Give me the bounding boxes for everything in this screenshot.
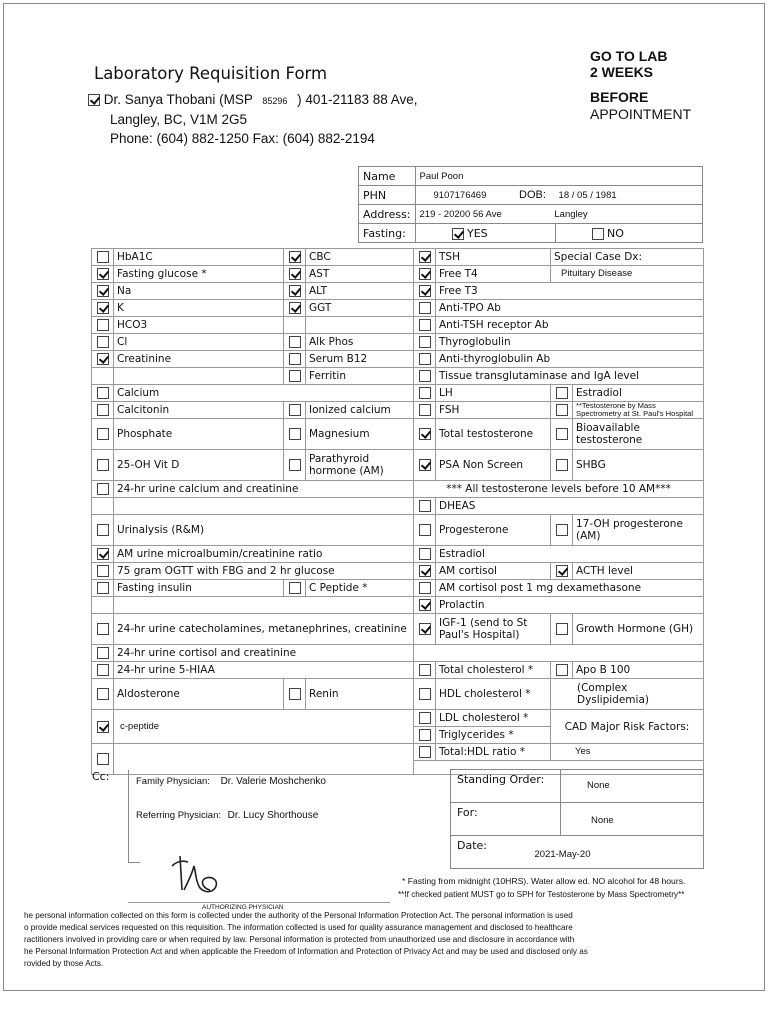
asterisk: *: [362, 582, 368, 594]
spt-footnote: **If checked patient MUST go to SPH for Testosterone by Mass Spectrometry**: [398, 890, 685, 899]
cad-risk-value[interactable]: Yes: [551, 744, 704, 761]
fasting-insulin-label: Fasting insulin: [114, 580, 284, 597]
catecholamines-checkbox[interactable]: [97, 623, 109, 635]
prolactin-checkbox[interactable]: [419, 599, 431, 611]
apob-checkbox[interactable]: [556, 664, 568, 676]
b12-label: Serum B12: [306, 351, 414, 368]
acth-label: ACTH level: [573, 563, 704, 580]
anti-tsh-checkbox[interactable]: [419, 319, 431, 331]
renin-checkbox[interactable]: [289, 688, 301, 700]
alk-phos-checkbox[interactable]: [289, 336, 301, 348]
pth-checkbox[interactable]: [289, 459, 301, 471]
ast-checkbox[interactable]: [289, 268, 301, 280]
anti-tpo-checkbox[interactable]: [419, 302, 431, 314]
thyroglobulin-label: Thyroglobulin: [436, 334, 704, 351]
estradiol2-label: Estradiol: [436, 546, 704, 563]
urine-cortisol-label: 24-hr urine cortisol and creatinine: [114, 645, 414, 662]
ionized-calcium-label: Ionized calcium: [306, 402, 414, 419]
ldl-checkbox[interactable]: [419, 712, 431, 724]
alt-label: ALT: [306, 283, 414, 300]
privacy-line-4: he Personal Information Protection Act and when applicable the Freedom of Information and Protection of Privacy Act and may be used and disclosed only as: [24, 947, 588, 956]
triglycerides-label: Triglycerides: [439, 729, 505, 741]
total-cholesterol-checkbox[interactable]: [419, 664, 431, 676]
total-testosterone-label: Total testosterone: [436, 419, 551, 450]
special-case-label: Special Case Dx:: [551, 249, 704, 266]
fasting-no-label: NO: [607, 226, 624, 240]
doctor-line: [88, 92, 418, 107]
am-cortisol-checkbox[interactable]: [419, 565, 431, 577]
dheas-checkbox[interactable]: [419, 500, 431, 512]
vitd-label: 25-OH Vit D: [114, 450, 284, 481]
apob-label: Apo B 100: [573, 662, 704, 679]
na-label: Na: [114, 283, 284, 300]
dheas-label: DHEAS: [436, 498, 704, 515]
tsh-checkbox[interactable]: [419, 251, 431, 263]
family-physician-label: Family Physician:: [136, 776, 210, 787]
testosterone-mass-label: **Testosterone by Mass Spectrometry at St. Paul's Hospital: [573, 402, 704, 419]
cbc-label: CBC: [306, 249, 414, 266]
ttg-label: Tissue transglutaminase and IgA level: [436, 368, 704, 385]
name-label: Name: [359, 167, 416, 186]
urine-calcium-checkbox[interactable]: [97, 483, 109, 495]
tsh-label: TSH: [436, 249, 551, 266]
signature-line: [128, 902, 390, 903]
bioavailable-testosterone-checkbox[interactable]: [556, 428, 568, 440]
fsh-checkbox[interactable]: [419, 404, 431, 416]
phosphate-checkbox[interactable]: [97, 428, 109, 440]
dexamethasone-checkbox[interactable]: [419, 582, 431, 594]
hiaa-label: 24-hr urine 5-HIAA: [114, 662, 414, 679]
catecholamines-label: 24-hr urine catecholamines, metanephrines, creatinine: [114, 614, 414, 645]
referring-physician-value[interactable]: Dr. Lucy Shorthouse: [227, 810, 319, 821]
lh-label: LH: [436, 385, 551, 402]
ratio-checkbox[interactable]: [419, 746, 431, 758]
ttg-checkbox[interactable]: [419, 370, 431, 382]
for-label: For:: [451, 803, 561, 836]
igf1-label: IGF-1 (send to St Paul's Hospital): [436, 614, 551, 645]
urine-calcium-label: 24-hr urine calcium and creatinine: [114, 481, 414, 498]
patient-address[interactable]: 219 - 20200 56 Ave: [419, 208, 502, 220]
phn-value[interactable]: 9107176469: [433, 190, 487, 201]
privacy-line-3: ractitioners involved in providing care or when required by law. Personal information is protected from unauthorized use and disclosure in accordance with: [24, 935, 575, 944]
free-t4-label: Free T4: [436, 266, 551, 283]
aldosterone-label: Aldosterone: [114, 679, 284, 710]
shbg-label: SHBG: [573, 450, 704, 481]
asterisk: *: [525, 688, 531, 700]
ferritin-label: Ferritin: [306, 368, 414, 385]
signature-icon: [166, 852, 226, 897]
thyroglobulin-checkbox[interactable]: [419, 336, 431, 348]
lab-timing-note-2: [590, 89, 691, 123]
igf1-checkbox[interactable]: [419, 623, 431, 635]
free-t3-checkbox[interactable]: [419, 285, 431, 297]
ogtt-label: 75 gram OGTT with FBG and 2 hr glucose: [114, 563, 414, 580]
family-physician-line: [136, 776, 326, 787]
doctor-checkbox[interactable]: [88, 94, 100, 106]
lab-note-line4: APPOINTMENT: [590, 106, 692, 122]
lab-note-line2: 2 WEEKS: [590, 64, 654, 80]
patient-city[interactable]: Langley: [554, 208, 588, 220]
calcitonin-checkbox[interactable]: [97, 404, 109, 416]
cbc-checkbox[interactable]: [289, 251, 301, 263]
fasting-footnote: * Fasting from midnight (10HRS). Water allow ed. NO alcohol for 48 hours.: [402, 876, 686, 886]
doctor-address-1: ) 401-21183 88 Ave,: [297, 92, 418, 107]
c-peptide-label: C Peptide: [309, 582, 359, 594]
17oh-label: 17-OH progesterone (AM): [573, 515, 704, 546]
17oh-checkbox[interactable]: [556, 524, 568, 536]
lab-timing-note: [590, 48, 668, 80]
urine-cortisol-checkbox[interactable]: [97, 647, 109, 659]
estradiol-label: Estradiol: [573, 385, 704, 402]
complex-dyslipidemia-label: (Complex Dyslipidemia): [551, 679, 704, 710]
patient-name[interactable]: Paul Poon: [415, 167, 702, 186]
ferritin-checkbox[interactable]: [289, 370, 301, 382]
special-case-value[interactable]: Pituitary Disease: [551, 266, 704, 283]
standing-order-table: [450, 769, 704, 869]
dob-label: DOB:: [519, 189, 546, 201]
creatinine-checkbox[interactable]: [97, 353, 109, 365]
phosphate-label: Phosphate: [114, 419, 284, 450]
lh-checkbox[interactable]: [419, 387, 431, 399]
asterisk: *: [523, 712, 529, 724]
asterisk: *: [527, 664, 534, 676]
triglycerides-checkbox[interactable]: [419, 729, 431, 741]
c-peptide-checkbox[interactable]: [289, 582, 301, 594]
growth-hormone-checkbox[interactable]: [556, 623, 568, 635]
calcitonin-label: Calcitonin: [114, 402, 284, 419]
dexamethasone-label: AM cortisol post 1 mg dexamethasone: [436, 580, 704, 597]
free-t3-label: Free T3: [436, 283, 704, 300]
fasting-yes-label: YES: [467, 226, 488, 240]
ast-label: AST: [306, 266, 414, 283]
msp-number: 85296: [262, 96, 288, 106]
vitd-checkbox[interactable]: [97, 459, 109, 471]
c-peptide-2-value[interactable]: c-peptide: [114, 710, 414, 744]
pth-label: Parathyroid hormone (AM): [306, 450, 414, 481]
renin-label: Renin: [306, 679, 414, 710]
asterisk: *: [519, 746, 526, 758]
date-value[interactable]: 2021-May-20: [534, 849, 591, 860]
cc-label: Cc:: [92, 770, 110, 783]
alk-phos-label: Alk Phos: [306, 334, 414, 351]
estradiol-checkbox[interactable]: [556, 387, 568, 399]
address-label: Address:: [359, 205, 416, 224]
authorizing-physician-label: AUTHORIZING PHYSICIAN: [202, 904, 284, 911]
progesterone-label: Progesterone: [436, 515, 551, 546]
ionized-calcium-checkbox[interactable]: [289, 404, 301, 416]
psa-label: PSA Non Screen: [436, 450, 551, 481]
fasting-glucose-label: Fasting glucose: [117, 268, 199, 280]
referring-physician-label: Referring Physician:: [136, 810, 222, 821]
fasting-yes-checkbox[interactable]: [452, 228, 464, 240]
total-cholesterol-label: Total cholesterol: [439, 664, 525, 676]
ggt-label: GGT: [306, 300, 414, 317]
testosterone-note: *** All testosterone levels before 10 AM***: [414, 481, 704, 498]
referring-physician-line: [136, 810, 318, 821]
privacy-line-5: rovided by those Acts.: [24, 959, 104, 968]
estradiol2-checkbox[interactable]: [419, 548, 431, 560]
hco3-label: HCO3: [114, 317, 284, 334]
family-physician-value[interactable]: Dr. Valerie Moshchenko: [220, 776, 326, 787]
ggt-checkbox[interactable]: [289, 302, 301, 314]
asterisk: *: [508, 729, 514, 741]
psa-checkbox[interactable]: [419, 459, 431, 471]
hdl-checkbox[interactable]: [419, 688, 431, 700]
calcium-label: Calcium: [114, 385, 414, 402]
for-value[interactable]: None: [561, 803, 704, 836]
anti-tsh-label: Anti-TSH receptor Ab: [436, 317, 704, 334]
prolactin-label: Prolactin: [436, 597, 704, 614]
ldl-label: LDL cholesterol: [439, 712, 520, 724]
k-label: K: [114, 300, 284, 317]
cc-box-line: [128, 862, 140, 863]
magnesium-label: Magnesium: [306, 419, 414, 450]
total-testosterone-checkbox[interactable]: [419, 428, 431, 440]
urinalysis-label: Urinalysis (R&M): [114, 515, 414, 546]
standing-order-label: Standing Order:: [451, 770, 561, 803]
growth-hormone-label: Growth Hormone (GH): [573, 614, 704, 645]
dob-value[interactable]: 18 / 05 / 1981: [558, 190, 617, 201]
lab-note-line1: GO TO LAB: [590, 48, 668, 64]
anti-thyroglobulin-label: Anti-thyroglobulin Ab: [436, 351, 704, 368]
fasting-label: Fasting:: [359, 224, 416, 243]
k-checkbox[interactable]: [97, 302, 109, 314]
progesterone-checkbox[interactable]: [419, 524, 431, 536]
lab-note-line3: BEFORE: [590, 89, 649, 105]
testosterone-mass-checkbox[interactable]: [556, 404, 568, 416]
hco3-checkbox[interactable]: [97, 319, 109, 331]
microalbumin-label: AM urine microalbumin/creatinine ratio: [114, 546, 414, 563]
magnesium-checkbox[interactable]: [289, 428, 301, 440]
phn-label: PHN: [359, 186, 416, 205]
b12-checkbox[interactable]: [289, 353, 301, 365]
blank-test-checkbox[interactable]: [97, 753, 109, 765]
fasting-glucose-checkbox[interactable]: [97, 268, 109, 280]
tests-grid: [91, 248, 704, 775]
na-checkbox[interactable]: [97, 285, 109, 297]
anti-thyroglobulin-checkbox[interactable]: [419, 353, 431, 365]
hba1c-label: HbA1C: [114, 249, 284, 266]
doctor-name: Dr. Sanya Thobani (MSP: [103, 92, 253, 107]
acth-checkbox[interactable]: [556, 565, 568, 577]
calcium-checkbox[interactable]: [97, 387, 109, 399]
urinalysis-checkbox[interactable]: [97, 524, 109, 536]
ratio-label: Total:HDL ratio: [439, 746, 517, 758]
bioavailable-testosterone-label: Bioavailable testosterone: [573, 419, 704, 450]
c-peptide-2-checkbox[interactable]: [97, 721, 109, 733]
cl-checkbox[interactable]: [97, 336, 109, 348]
am-cortisol-label: AM cortisol: [436, 563, 551, 580]
shbg-checkbox[interactable]: [556, 459, 568, 471]
privacy-line-1: he personal information collected on this form is collected under the authority of the Personal Information Protection Act. The personal information is used: [24, 911, 573, 920]
fasting-insulin-checkbox[interactable]: [97, 582, 109, 594]
doctor-address-2: Langley, BC, V1M 2G5: [110, 112, 248, 127]
hdl-label: HDL cholesterol: [439, 688, 522, 700]
date-label: Date:: [457, 839, 487, 852]
hba1c-checkbox[interactable]: [97, 251, 109, 263]
ogtt-checkbox[interactable]: [97, 565, 109, 577]
doctor-phone: Phone: (604) 882-1250 Fax: (604) 882-2194: [110, 131, 375, 146]
patient-table: [358, 166, 703, 243]
microalbumin-checkbox[interactable]: [97, 548, 109, 560]
anti-tpo-label: Anti-TPO Ab: [436, 300, 704, 317]
hiaa-checkbox[interactable]: [97, 664, 109, 676]
asterisk: *: [201, 268, 207, 280]
privacy-line-2: o provide medical services requested on this requisition. The information collected is used for quality assurance management and disclosed to healthcare: [24, 923, 573, 932]
form-title: Laboratory Requisition Form: [94, 64, 328, 83]
fsh-label: FSH: [436, 402, 551, 419]
free-t4-checkbox[interactable]: [419, 268, 431, 280]
fasting-no-checkbox[interactable]: [592, 228, 604, 240]
alt-checkbox[interactable]: [289, 285, 301, 297]
cad-risk-label: CAD Major Risk Factors:: [551, 710, 704, 744]
standing-order-value[interactable]: None: [561, 770, 704, 803]
aldosterone-checkbox[interactable]: [97, 688, 109, 700]
cl-label: Cl: [114, 334, 284, 351]
creatinine-label: Creatinine: [114, 351, 284, 368]
